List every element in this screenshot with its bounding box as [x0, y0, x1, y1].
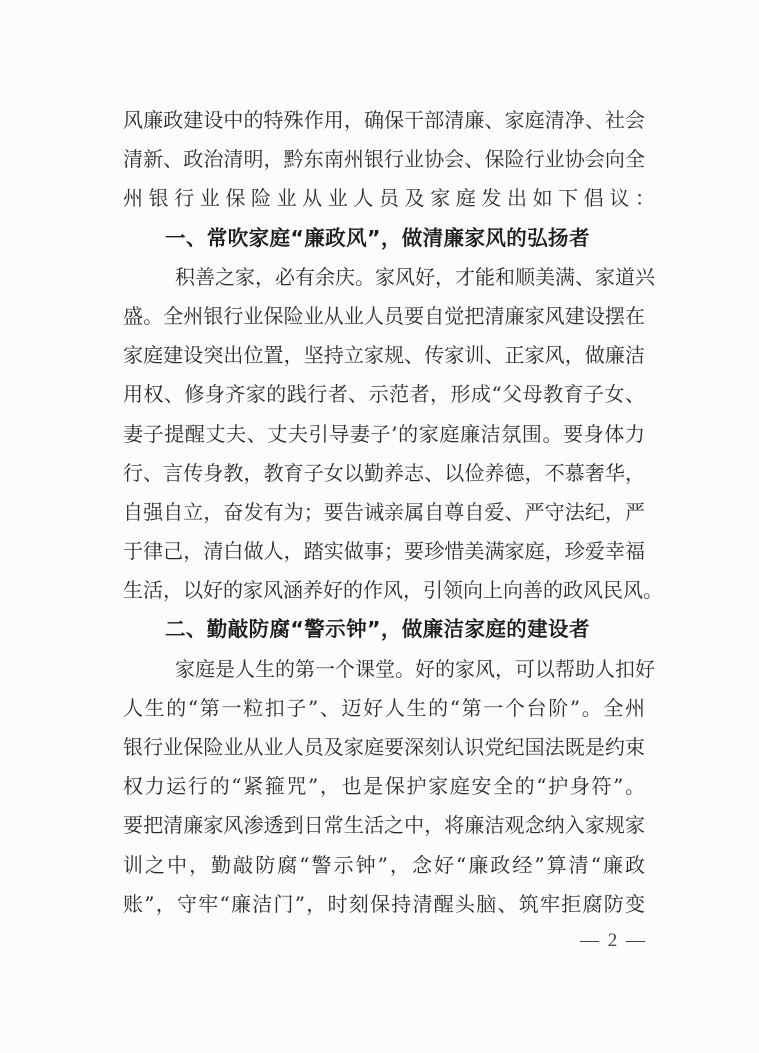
paragraph-line: 积善之家，必有余庆。家风好，才能和顺美满、家道兴	[175, 264, 655, 289]
paragraph-line: 风廉政建设中的特殊作用，确保干部清廉、家庭清净、社会	[123, 108, 645, 132]
paragraph-line: 州银行业保险业从业人员及家庭发出如下倡议：	[123, 186, 661, 211]
paragraph-line: 家庭建设突出位置，坚持立家规、传家训、正家风，做廉洁	[123, 343, 645, 368]
paragraph-line: 银行业保险业从业人员及家庭要深刻认识党纪国法既是约束	[123, 735, 645, 759]
paragraph-line: 于律己，清白做人，踏实做事；要珍惜美满家庭，珍爱幸福	[123, 539, 645, 564]
paragraph-line: 人生的“第一粒扣子”、迈好人生的“第一个台阶”。全州	[123, 695, 645, 720]
paragraph-line: 训之中，勤敲防腐“警示钟”，念好“廉政经”算清“廉政	[123, 852, 645, 877]
paragraph-line: 账”，守牢“廉洁门”，时刻保持清醒头脑、筑牢拒腐防变	[123, 891, 645, 916]
paragraph-line: 盛。全州银行业保险业从业人员要自觉把清廉家风建设摆在	[123, 303, 645, 328]
paragraph-line: 权力运行的“紧箍咒”，也是保护家庭安全的“护身符”。	[123, 774, 645, 799]
paragraph-line: 自强自立，奋发有为；要告诫亲属自尊自爱、严守法纪，严	[123, 499, 645, 524]
section-heading-1: 一、常吹家庭“廉政风”，做清廉家风的弘扬者	[165, 225, 590, 250]
document-body	[123, 101, 663, 924]
paragraph-line: 清新、政治清明，黔东南州银行业协会、保险行业协会向全	[123, 147, 645, 172]
section-heading-2: 二、勤敲防腐“警示钟”，做廉洁家庭的建设者	[165, 617, 590, 642]
paragraph-line: 家庭是人生的第一个课堂。好的家风，可以帮助人扣好	[175, 656, 655, 681]
paragraph-line: 生活，以好的家风涵养好的作风，引领向上向善的政风民风。	[123, 578, 663, 603]
paragraph-line: 行、言传身教，教育子女以勤养志、以俭养德，不慕奢华，	[123, 460, 645, 485]
paragraph-line: 妻子提醒丈夫、丈夫引导妻子’的家庭廉洁氛围。要身体力	[123, 421, 645, 446]
page-number: — 2 —	[580, 930, 647, 951]
paragraph-line: 用权、修身齐家的践行者、示范者，形成“父母教育子女、	[123, 382, 645, 407]
paragraph-line: 要把清廉家风渗透到日常生活之中，将廉洁观念纳入家规家	[123, 813, 645, 838]
